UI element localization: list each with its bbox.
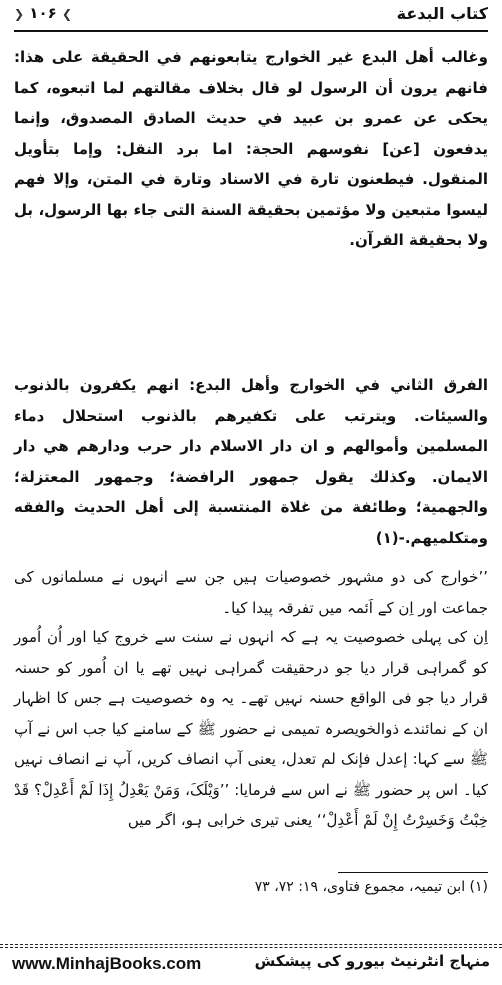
urdu-quote: ’’خوارج کی دو مشہور خصوصیات ہیں جن سے انہوں نے مسلمانوں کی جماعت اور اِن کے اَئمہ میں تفرقہ پیدا کیا۔ (14, 568, 488, 617)
page-number: ۱۰۶ (29, 4, 57, 22)
publisher-credit: منہاج انٹرنیٹ بیورو کی پیشکش (254, 952, 490, 970)
urdu-paragraph: اِن کی پہلی خصوصیت یہ ہے کہ انہوں نے سنت سے خروج کیا اور اُن اُمور کو گمراہی قرار دیا جو درحقیقت گمراہی نہیں تھے یا ان اُمور کو حسنہ قرار دیا جو فی الواقع حسنہ نہیں تھے۔ یہ وہ خصوصیت ہے جس کا اظہار ان کے نمائندے ذوالخویصرہ تمیمی نے حضور ﷺ کے سامنے کیا جب اس نے آپ ﷺ سے کہا: إعدل فإنک لم تعدل، یعنی آپ انصاف کریں، آپ نے انصاف نہیں کیا۔ اس پر حضور ﷺ نے اس سے فرمایا: ’’وَیْلَکَ، وَمَنْ یَعْدِلُ إِذَا لَمْ أَعْدِلْ؟ قَدْ خِبْتُ وَخَسِرْتُ إِنْ لَمْ أَعْدِلْ‘‘ یعنی تیری خرابی ہو، اگر میں (14, 628, 488, 829)
page-header (14, 2, 488, 30)
page-number-wrap (14, 4, 72, 22)
arabic-paragraph-1: وغالب أهل البدع غير الخوارج يتابعونهم في الحقيقة على هذا: فانهم يرون أن الرسول لو قال بخلاف مقالتهم لما اتبعوه، كما يحكى عن عمرو بن عبيد في حديث الصادق المصدوق، وإنما يدفعون [عن] نفوسهم الحجة: اما برد النقل: وإما بتأويل المنقول. فيطعنون تارة في الاسناد وتارة في المتن، وإلا فهم ليسوا متبعين ولا مؤتمين بحقيقة السنة التى جاء بها الرسول، بل ولا بحقيقة القرآن. (14, 48, 488, 249)
footnote: (۱) ابن تیمیہ، مجموع فتاوی، ۱۹: ۷۲، ۷۳ (254, 879, 488, 895)
arabic-paragraph-2: الفرق الثاني في الخوارج وأهل البدع: انهم يكفرون بالذنوب والسيئات. ويترتب على تكفيرهم بالذنوب استحلال دماء المسلمين وأموالهم و ان دار الاسلام دار حرب ودارهم هي دار الايمان. وكذلك يقول جمهور الرافضة؛ وجمهور المعتزلة؛ والجهمية؛ وطائفة من غلاة المنتسبة إلى أهل الحديث والفقه ومتكلميهم.-(۱) (14, 376, 488, 547)
footnote-divider (338, 872, 488, 873)
header-divider (14, 30, 488, 32)
ornament-right-icon: ❯ (62, 7, 73, 21)
footer-divider-top (0, 944, 502, 945)
website-link[interactable]: www.MinhajBooks.com (12, 954, 202, 973)
page-footer (12, 952, 490, 978)
footer-divider-bottom (0, 947, 502, 948)
ornament-left-icon: ❮ (14, 7, 25, 21)
book-title: كتاب البدعة (396, 4, 488, 23)
